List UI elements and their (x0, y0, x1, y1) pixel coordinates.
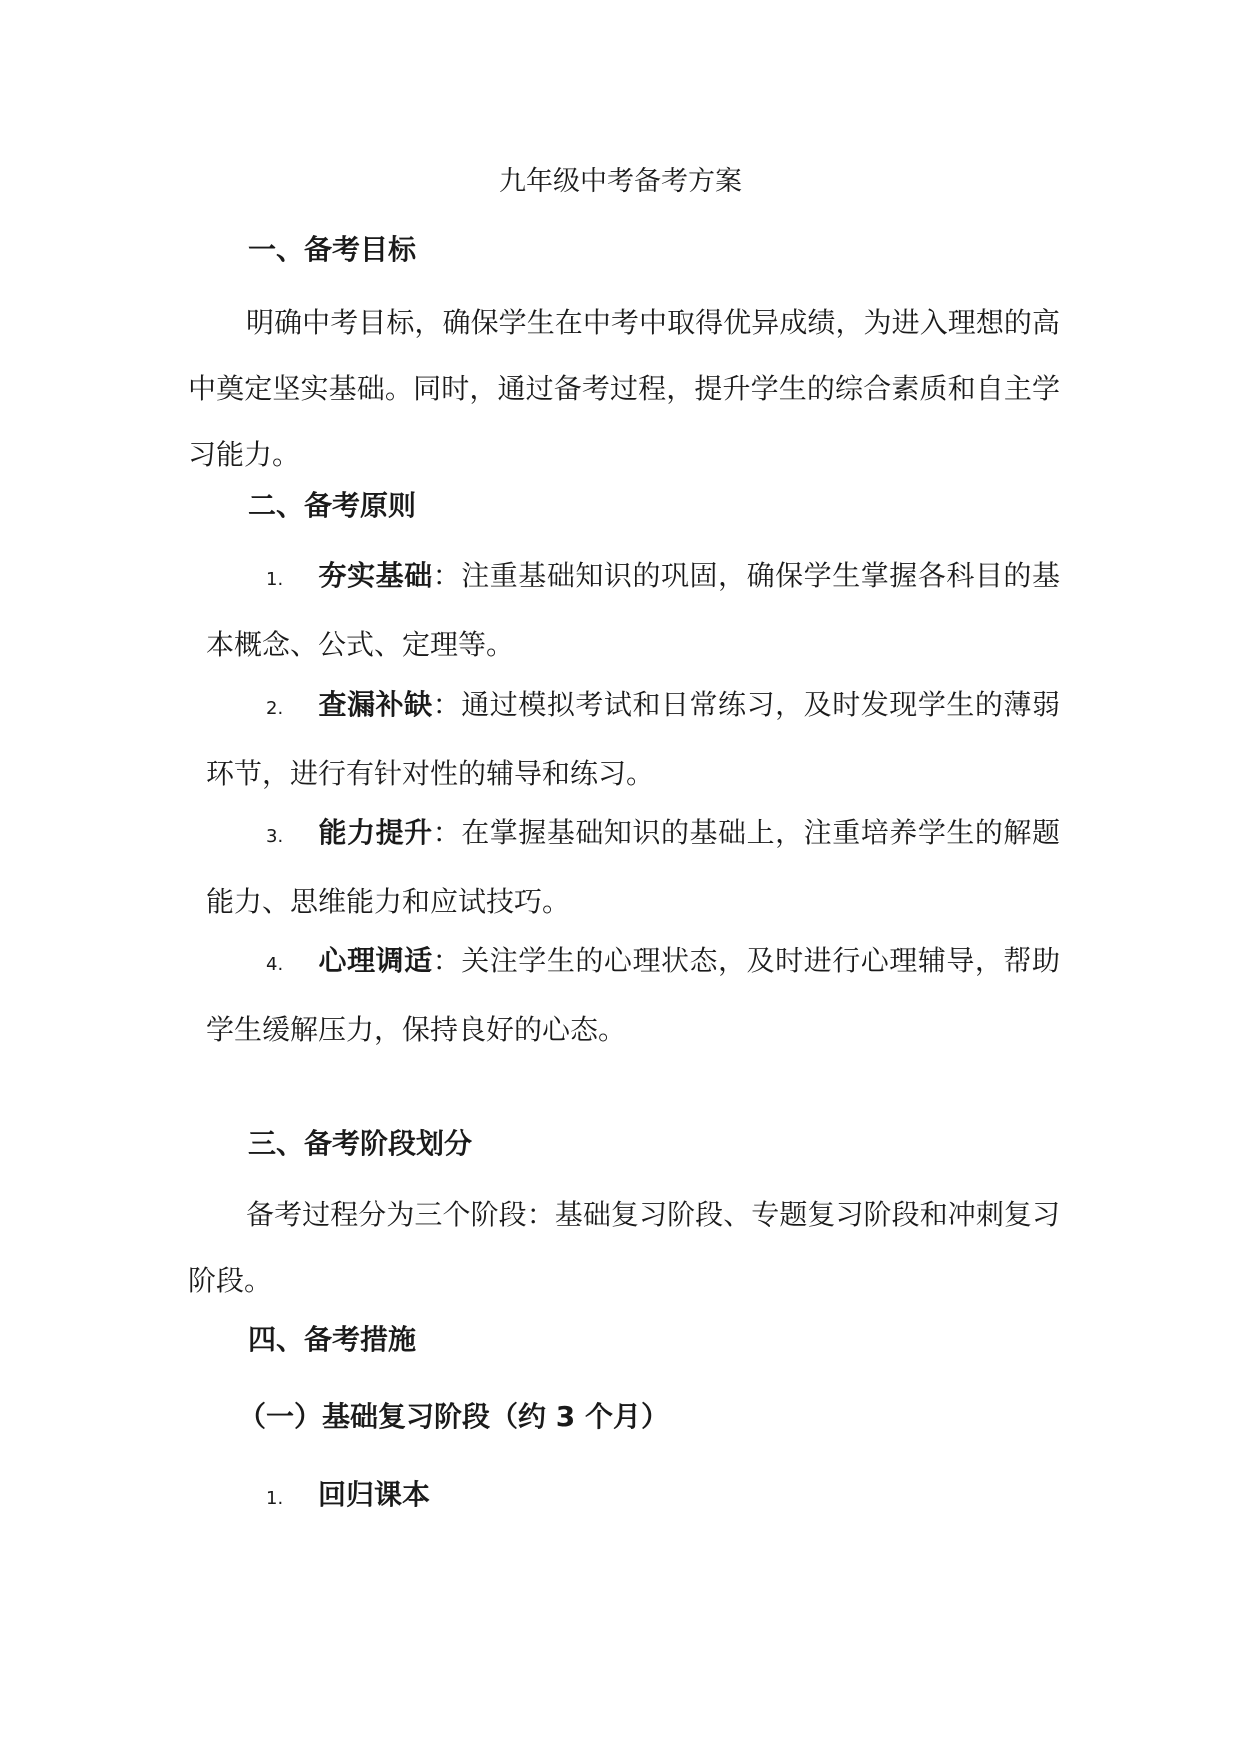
document-title: 九年级中考备考方案 (499, 166, 742, 197)
list-item (206, 800, 1060, 934)
list-text: ：通过模拟考试和日常练习，及时发现学生的薄弱环节，进行有针对性的辅导和练习。 (206, 688, 1060, 790)
subsection-heading-basic-review: （一）基础复习阶段（约 3 个月） (238, 1400, 669, 1433)
list-number: 1. (266, 1488, 284, 1509)
list-number: 2. (266, 698, 284, 719)
section-heading-measures: 四、备考措施 (248, 1323, 417, 1356)
section-paragraph-stages: 备考过程分为三个阶段：基础复习阶段、专题复习阶段和冲刺复习阶段。 (188, 1198, 1060, 1297)
list-item (206, 543, 1060, 677)
list-term: 查漏补缺 (318, 688, 433, 721)
list-item (206, 928, 1060, 1062)
section-heading-principles: 二、备考原则 (248, 489, 417, 522)
list-item (206, 1462, 1060, 1531)
section-heading-goals: 一、备考目标 (248, 233, 417, 266)
list-term: 能力提升 (318, 816, 433, 849)
list-item (206, 672, 1060, 806)
list-term: 夯实基础 (318, 559, 433, 592)
list-term: 心理调适 (318, 944, 433, 977)
list-number: 4. (266, 954, 284, 975)
list-term: 回归课本 (318, 1478, 431, 1511)
list-text: ：在掌握基础知识的基础上，注重培养学生的解题能力、思维能力和应试技巧。 (206, 816, 1060, 918)
section-heading-stages: 三、备考阶段划分 (248, 1127, 473, 1160)
list-text: ：注重基础知识的巩固，确保学生掌握各科目的基本概念、公式、定理等。 (206, 559, 1060, 661)
list-number: 1. (266, 569, 284, 590)
section-paragraph-goals: 明确中考目标，确保学生在中考中取得优异成绩，为进入理想的高中奠定坚实基础。同时，通过备考过程，提升学生的综合素质和自主学习能力。 (188, 306, 1060, 471)
list-text: ：关注学生的心理状态，及时进行心理辅导，帮助学生缓解压力，保持良好的心态。 (206, 944, 1060, 1046)
list-number: 3. (266, 826, 284, 847)
